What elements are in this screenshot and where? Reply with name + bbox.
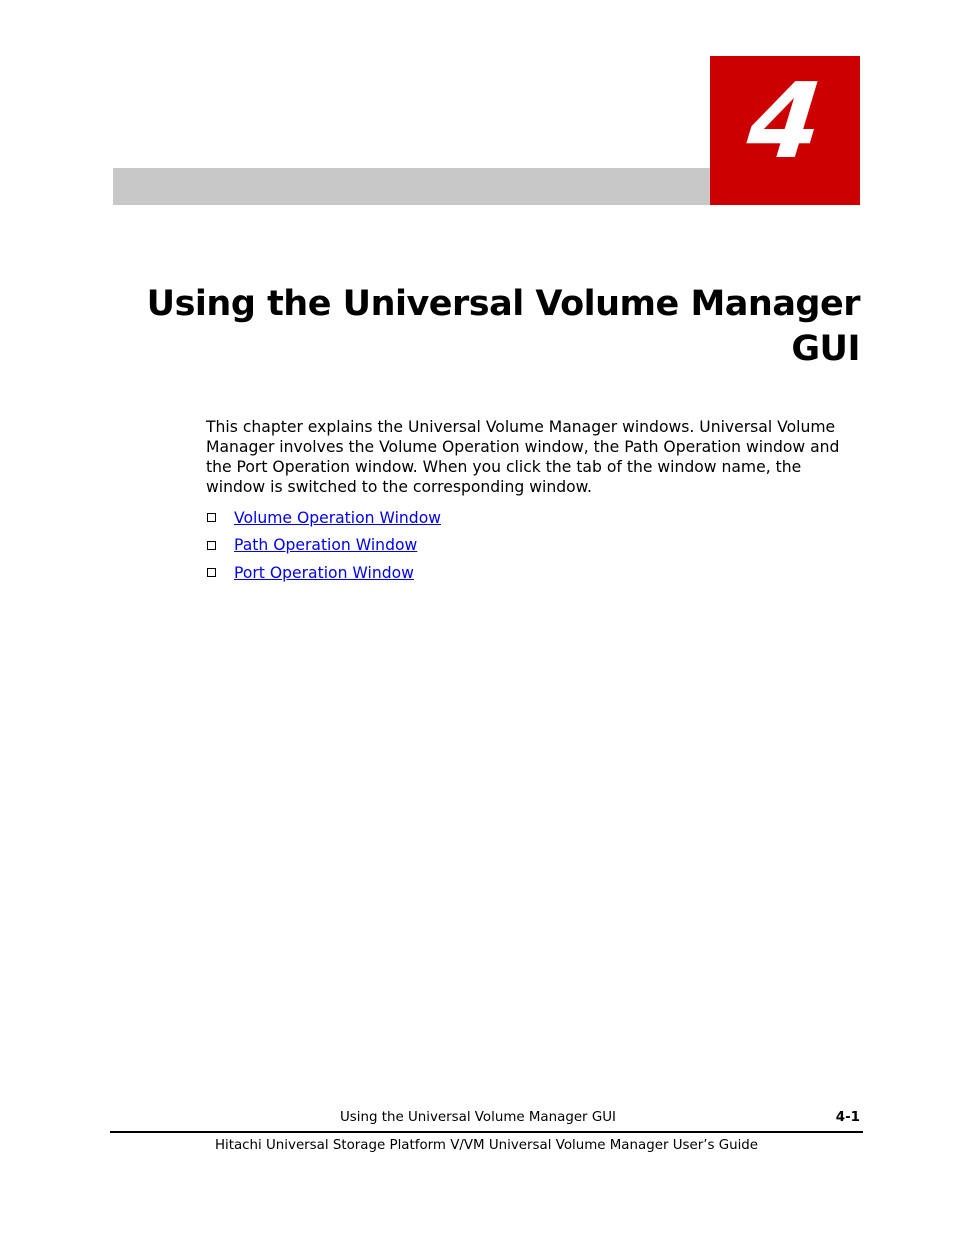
- link-volume-operation-window[interactable]: Volume Operation Window: [234, 508, 441, 527]
- section-list: [206, 504, 441, 587]
- square-bullet-icon: [207, 568, 216, 577]
- page-title: Using the Universal Volume Manager GUI: [146, 284, 860, 369]
- list-item: [206, 504, 441, 532]
- square-bullet-icon: [207, 513, 216, 522]
- chapter-number: 4: [742, 60, 828, 182]
- chapter-header-bar: [113, 168, 711, 205]
- link-path-operation-window[interactable]: Path Operation Window: [234, 536, 418, 555]
- square-bullet-icon: [207, 541, 216, 550]
- footer-running-title: Using the Universal Volume Manager GUI: [340, 1110, 616, 1125]
- chapter-number-box: [710, 56, 860, 205]
- footer-book-title: Hitachi Universal Storage Platform V/VM Universal Volume Manager User’s Guide: [214, 1138, 759, 1153]
- footer-divider: [110, 1131, 863, 1133]
- page-number: 4-1: [835, 1110, 860, 1125]
- link-port-operation-window[interactable]: Port Operation Window: [234, 563, 414, 582]
- list-item: [206, 532, 441, 560]
- intro-paragraph: This chapter explains the Universal Volume Manager windows. Universal Volume Manager involves the Volume Operation window, the Path Operation window and the Port Operation window. When you click the tab of the window name, the window is switched to the corresponding window.: [206, 418, 840, 496]
- list-item: [206, 559, 441, 587]
- footer: [110, 1108, 860, 1130]
